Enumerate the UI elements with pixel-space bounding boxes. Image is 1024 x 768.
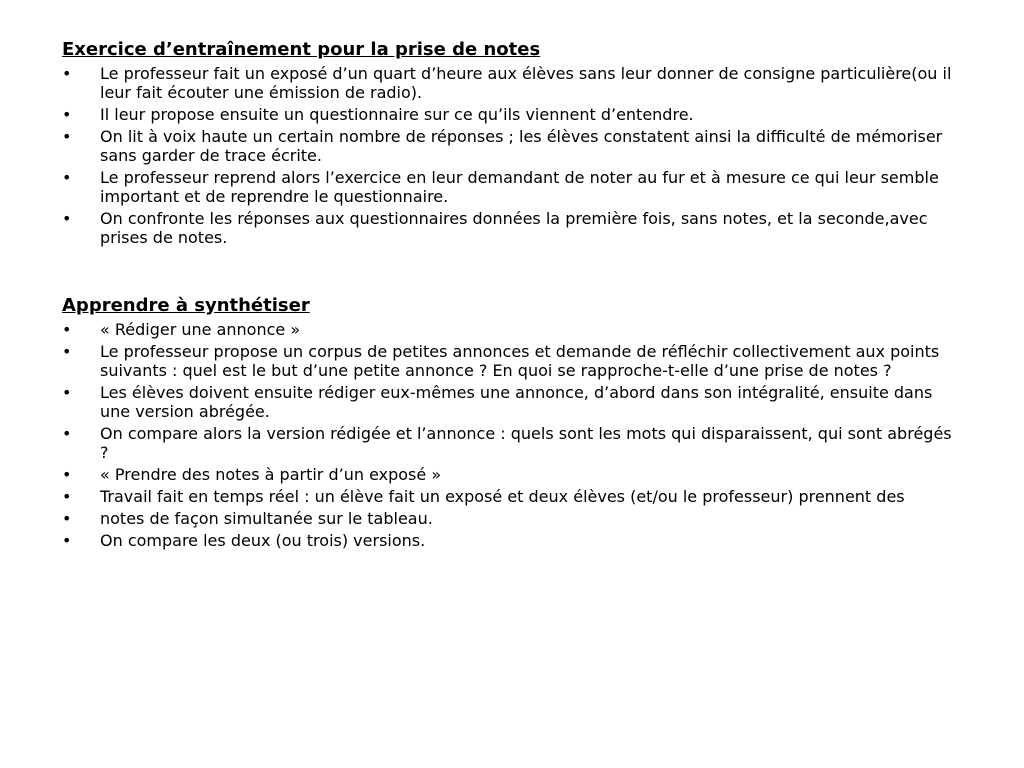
list-item bbox=[62, 168, 954, 206]
list-item-text: On compare les deux (ou trois) versions. bbox=[100, 531, 426, 550]
list-item-text: notes de façon simultanée sur le tableau. bbox=[100, 509, 433, 528]
list-item bbox=[62, 424, 954, 462]
list-item-text: Le professeur propose un corpus de petites annonces et demande de réfléchir collectivement aux points suivants : quel est le but d’une petite annonce ? En quoi se rapproche-t-elle d’une prise de notes ? bbox=[100, 342, 940, 380]
bullet-icon: • bbox=[62, 127, 72, 146]
list-item-text: On confronte les réponses aux questionnaires données la première fois, sans notes, et la seconde,avec prises de notes. bbox=[100, 209, 928, 247]
section-title: Exercice d’entraînement pour la prise de notes bbox=[62, 39, 541, 60]
bullet-icon: • bbox=[62, 105, 72, 124]
list-item bbox=[62, 342, 954, 380]
list-item bbox=[62, 127, 954, 165]
bullet-icon: • bbox=[62, 424, 72, 443]
bullet-icon: • bbox=[62, 465, 72, 484]
bullet-icon: • bbox=[62, 383, 72, 402]
list-item bbox=[62, 509, 954, 528]
list-item-text: « Rédiger une annonce » bbox=[100, 320, 301, 339]
bullet-icon: • bbox=[62, 509, 72, 528]
bullet-icon: • bbox=[62, 487, 72, 506]
list-item-text: Les élèves doivent ensuite rédiger eux-mêmes une annonce, d’abord dans son intégralité, ensuite dans une version abrégée. bbox=[100, 383, 933, 421]
bullet-list bbox=[62, 64, 954, 247]
section-learning-to-synthesize bbox=[62, 295, 954, 550]
list-item bbox=[62, 209, 954, 247]
list-item-text: Le professeur fait un exposé d’un quart d’heure aux élèves sans leur donner de consigne particulière(ou il leur fait écouter une émission de radio). bbox=[100, 64, 952, 102]
bullet-icon: • bbox=[62, 168, 72, 187]
list-item-text: Le professeur reprend alors l’exercice en leur demandant de noter au fur et à mesure ce qui leur semble important et de reprendre le questionnaire. bbox=[100, 168, 939, 206]
bullet-icon: • bbox=[62, 320, 72, 339]
list-item-text: Travail fait en temps réel : un élève fait un exposé et deux élèves (et/ou le professeur) prennent des bbox=[100, 487, 905, 506]
list-item-text: On lit à voix haute un certain nombre de réponses ; les élèves constatent ainsi la difficulté de mémoriser sans garder de trace écrite. bbox=[100, 127, 943, 165]
section-note-taking-exercise bbox=[62, 39, 954, 247]
list-item-text: Il leur propose ensuite un questionnaire sur ce qu’ils viennent d’entendre. bbox=[100, 105, 694, 124]
list-item bbox=[62, 531, 954, 550]
list-item bbox=[62, 487, 954, 506]
list-item bbox=[62, 465, 954, 484]
bullet-icon: • bbox=[62, 64, 72, 83]
section-title: Apprendre à synthétiser bbox=[62, 295, 310, 316]
list-item-text: On compare alors la version rédigée et l’annonce : quels sont les mots qui disparaissent, qui sont abrégés ? bbox=[100, 424, 952, 462]
list-item bbox=[62, 383, 954, 421]
list-item bbox=[62, 320, 954, 339]
list-item bbox=[62, 105, 954, 124]
bullet-icon: • bbox=[62, 342, 72, 361]
list-item-text: « Prendre des notes à partir d’un exposé » bbox=[100, 465, 442, 484]
list-item bbox=[62, 64, 954, 102]
bullet-icon: • bbox=[62, 531, 72, 550]
bullet-list bbox=[62, 320, 954, 550]
bullet-icon: • bbox=[62, 209, 72, 228]
